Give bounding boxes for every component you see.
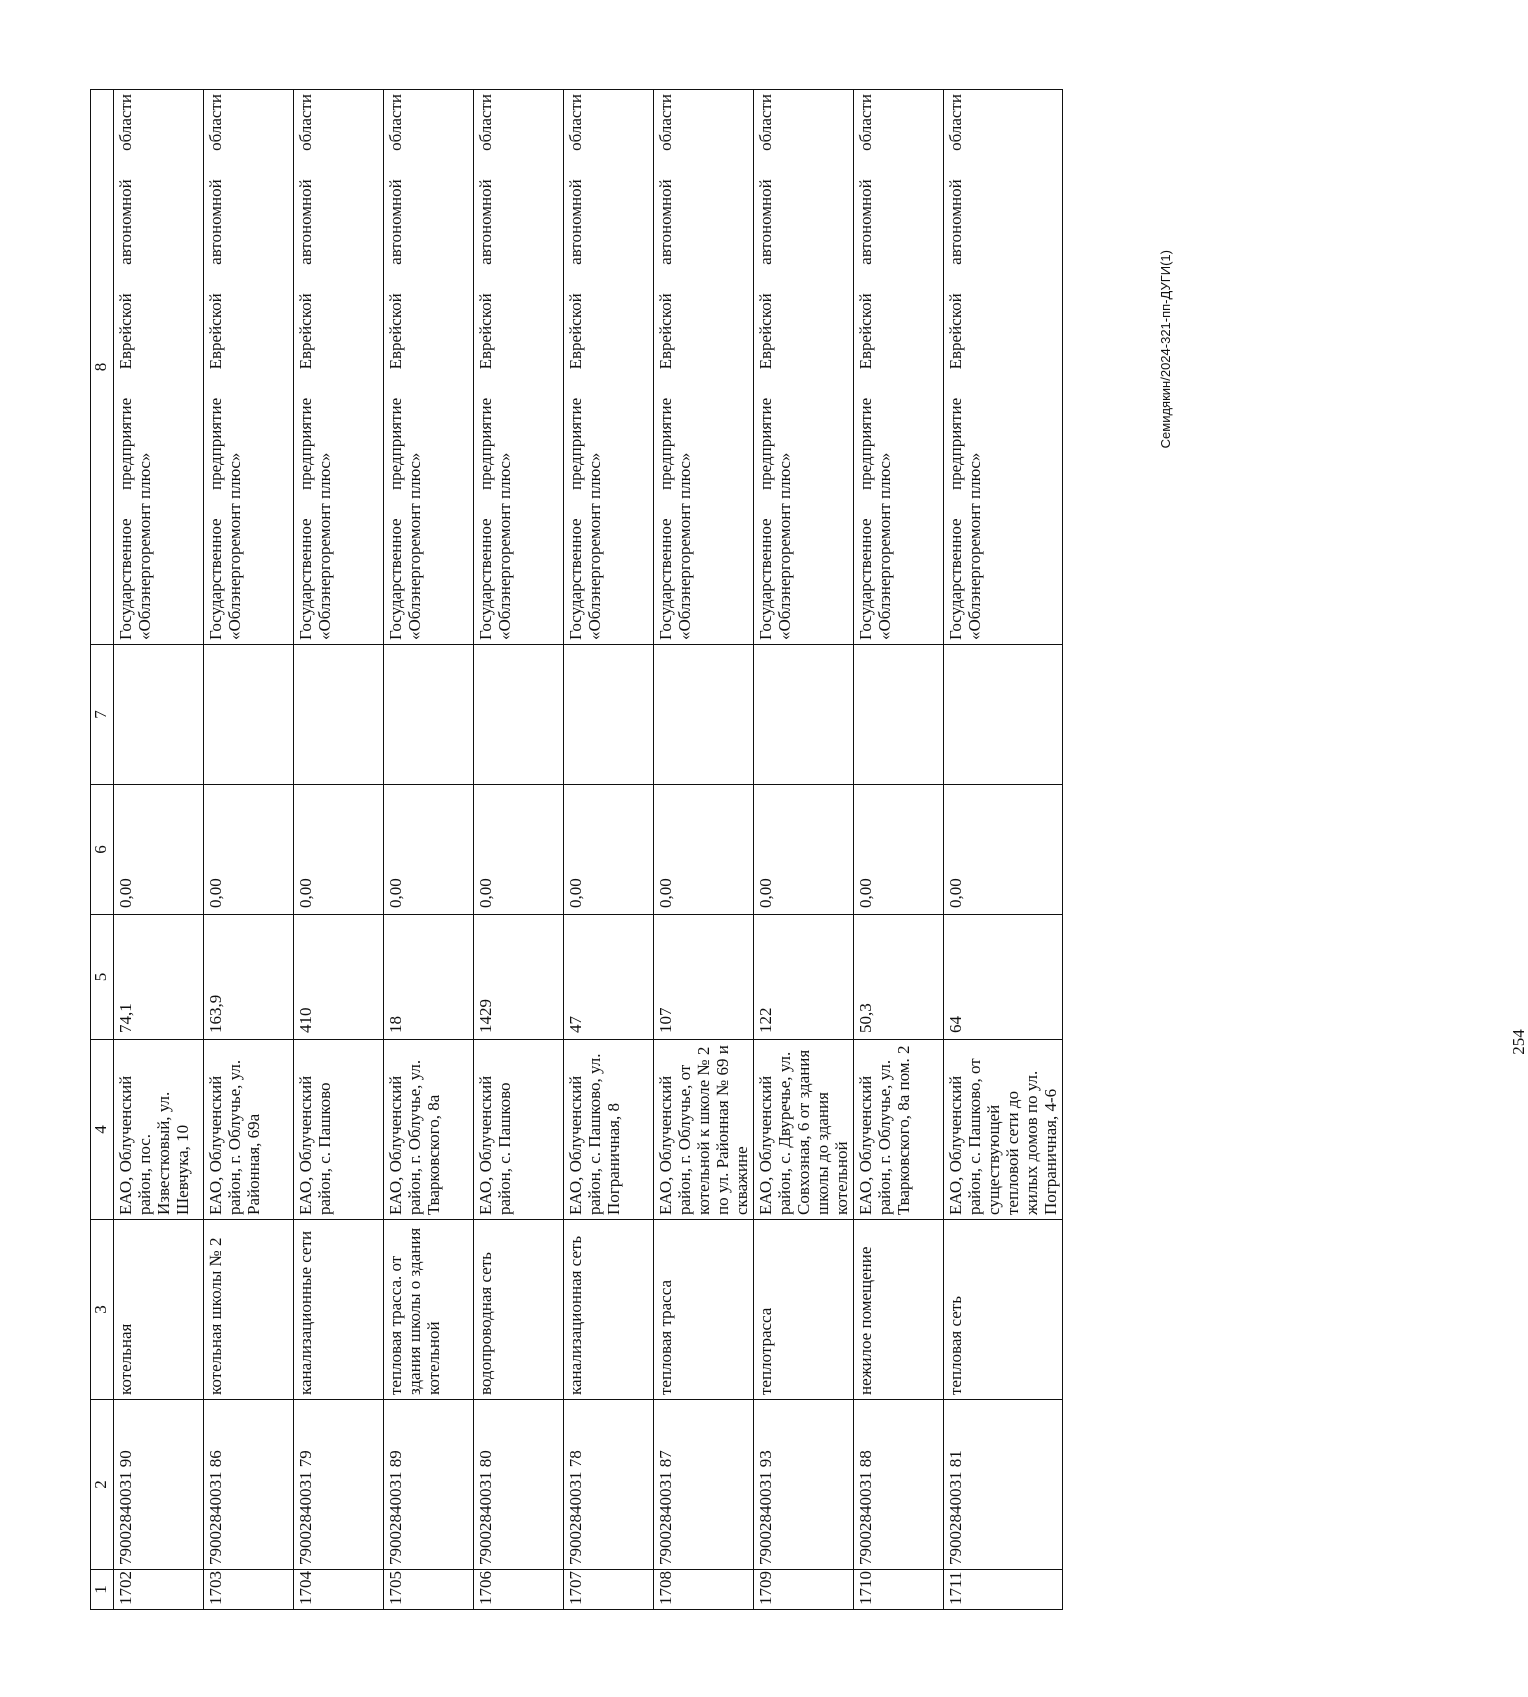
object-value: 0,00: [384, 785, 474, 915]
column-7-cell: [474, 645, 564, 785]
cadastral-number: 79002840031 80: [474, 1400, 564, 1570]
object-size: 1429: [474, 915, 564, 1040]
object-address: ЕАО, Облученский район, г. Облучье, ул. Тварковского, 8а пом. 2: [854, 1040, 944, 1220]
table-row: [564, 90, 654, 1610]
row-number: 1702: [114, 1570, 204, 1610]
operator-name: Государственное предприятие Еврейской автономной области «Облэнергоремонт плюс»: [856, 94, 894, 640]
row-number: 1706: [474, 1570, 564, 1610]
object-size: 122: [754, 915, 854, 1040]
object-size: 64: [944, 915, 1063, 1040]
column-header: 3: [91, 1220, 114, 1400]
object-name: водопроводная сеть: [474, 1220, 564, 1400]
object-address: ЕАО, Облученский район, с. Пашково, от существующей тепловой сети до жилых домов по ул. Пограничная, 4-6: [944, 1040, 1063, 1220]
table-row: [474, 90, 564, 1610]
object-name: теплотрасса: [754, 1220, 854, 1400]
object-value: 0,00: [754, 785, 854, 915]
object-value: 0,00: [204, 785, 294, 915]
column-7-cell: [854, 645, 944, 785]
operator-name: Государственное предприятие Еврейской автономной области «Облэнергоремонт плюс»: [476, 94, 514, 640]
operator-cell: [654, 90, 754, 645]
object-name: канализационная сеть: [564, 1220, 654, 1400]
operator-cell: [294, 90, 384, 645]
document-footer: [1158, 250, 1178, 550]
operator-cell: [854, 90, 944, 645]
object-name: тепловая сеть: [944, 1220, 1063, 1400]
object-address: ЕАО, Облученский район, г. Облучье, ул. Районная, 69а: [204, 1040, 294, 1220]
column-header: 1: [91, 1570, 114, 1610]
object-name: тепловая трасса: [654, 1220, 754, 1400]
table-row: [754, 90, 854, 1610]
column-7-cell: [384, 645, 474, 785]
cadastral-number: 79002840031 81: [944, 1400, 1063, 1570]
column-7-cell: [294, 645, 384, 785]
operator-name: Государственное предприятие Еврейской автономной области «Облэнергоремонт плюс»: [946, 94, 984, 640]
object-value: 0,00: [114, 785, 204, 915]
row-number: 1708: [654, 1570, 754, 1610]
table-row: [204, 90, 294, 1610]
object-name: котельная школы № 2: [204, 1220, 294, 1400]
rotated-page: [90, 90, 1090, 1610]
object-address: ЕАО, Облученский район, с. Пашково: [294, 1040, 384, 1220]
table-row: [114, 90, 204, 1610]
operator-cell: [564, 90, 654, 645]
object-address: ЕАО, Облученский район, г. Облучье, от котельной к школе № 2 по ул. Районная № 69 и скважине: [654, 1040, 754, 1220]
object-value: 0,00: [294, 785, 384, 915]
column-7-cell: [204, 645, 294, 785]
object-size: 18: [384, 915, 474, 1040]
object-name: канализационные сети: [294, 1220, 384, 1400]
cadastral-number: 79002840031 90: [114, 1400, 204, 1570]
object-size: 410: [294, 915, 384, 1040]
object-address: ЕАО, Облученский район, г. Облучье, ул. Тварковского, 8а: [384, 1040, 474, 1220]
object-name: тепловая трасса. от здания школы о здания котельной: [384, 1220, 474, 1400]
operator-name: Государственное предприятие Еврейской автономной области «Облэнергоремонт плюс»: [566, 94, 604, 640]
column-7-cell: [654, 645, 754, 785]
table-row: [854, 90, 944, 1610]
object-name: котельная: [114, 1220, 204, 1400]
column-header: 5: [91, 915, 114, 1040]
column-header: 7: [91, 645, 114, 785]
operator-cell: [204, 90, 294, 645]
row-number: 1703: [204, 1570, 294, 1610]
object-size: 47: [564, 915, 654, 1040]
property-register-table: [90, 89, 1063, 1610]
row-number: 1707: [564, 1570, 654, 1610]
column-header: 4: [91, 1040, 114, 1220]
column-header: 8: [91, 90, 114, 645]
column-header: 2: [91, 1400, 114, 1570]
table-row: [944, 90, 1063, 1610]
cadastral-number: 79002840031 87: [654, 1400, 754, 1570]
column-7-cell: [944, 645, 1063, 785]
object-value: 0,00: [654, 785, 754, 915]
cadastral-number: 79002840031 78: [564, 1400, 654, 1570]
column-7-cell: [754, 645, 854, 785]
table-row: [294, 90, 384, 1610]
object-address: ЕАО, Облученский район, с. Двуречье, ул. Совхозная, 6 от здания школы до здания котельной: [754, 1040, 854, 1220]
cadastral-number: 79002840031 79: [294, 1400, 384, 1570]
row-number: 1710: [854, 1570, 944, 1610]
object-size: 50,3: [854, 915, 944, 1040]
row-number: 1704: [294, 1570, 384, 1610]
table-row: [654, 90, 754, 1610]
operator-name: Государственное предприятие Еврейской автономной области «Облэнергоремонт плюс»: [116, 94, 154, 640]
column-7-cell: [114, 645, 204, 785]
table-row: [384, 90, 474, 1610]
column-header: 6: [91, 785, 114, 915]
object-value: 0,00: [474, 785, 564, 915]
operator-cell: [114, 90, 204, 645]
object-address: ЕАО, Облученский район, пос. Известковый, ул. Шевчука, 10: [114, 1040, 204, 1220]
operator-name: Государственное предприятие Еврейской автономной области «Облэнергоремонт плюс»: [386, 94, 424, 640]
operator-name: Государственное предприятие Еврейской автономной области «Облэнергоремонт плюс»: [656, 94, 694, 640]
cadastral-number: 79002840031 89: [384, 1400, 474, 1570]
footer-text: Семидякин/2024-321-пп-ДУГИ(1): [1158, 250, 1173, 449]
operator-cell: [944, 90, 1063, 645]
object-size: 163,9: [204, 915, 294, 1040]
object-value: 0,00: [944, 785, 1063, 915]
row-number: 1709: [754, 1570, 854, 1610]
header-row: [91, 90, 114, 1610]
object-value: 0,00: [564, 785, 654, 915]
object-name: нежилое помещение: [854, 1220, 944, 1400]
operator-cell: [754, 90, 854, 645]
object-size: 74,1: [114, 915, 204, 1040]
cadastral-number: 79002840031 93: [754, 1400, 854, 1570]
object-size: 107: [654, 915, 754, 1040]
operator-name: Государственное предприятие Еврейской автономной области «Облэнергоремонт плюс»: [756, 94, 794, 640]
object-address: ЕАО, Облученский район, с. Пашково: [474, 1040, 564, 1220]
column-7-cell: [564, 645, 654, 785]
object-value: 0,00: [854, 785, 944, 915]
cadastral-number: 79002840031 86: [204, 1400, 294, 1570]
operator-name: Государственное предприятие Еврейской автономной области «Облэнергоремонт плюс»: [296, 94, 334, 640]
cadastral-number: 79002840031 88: [854, 1400, 944, 1570]
operator-cell: [474, 90, 564, 645]
operator-name: Государственное предприятие Еврейской автономной области «Облэнергоремонт плюс»: [206, 94, 244, 640]
row-number: 1705: [384, 1570, 474, 1610]
object-address: ЕАО, Облученский район, с. Пашково, ул. Пограничная, 8: [564, 1040, 654, 1220]
page-number: 254: [1509, 1029, 1528, 1055]
row-number: 1711: [944, 1570, 1063, 1610]
operator-cell: [384, 90, 474, 645]
